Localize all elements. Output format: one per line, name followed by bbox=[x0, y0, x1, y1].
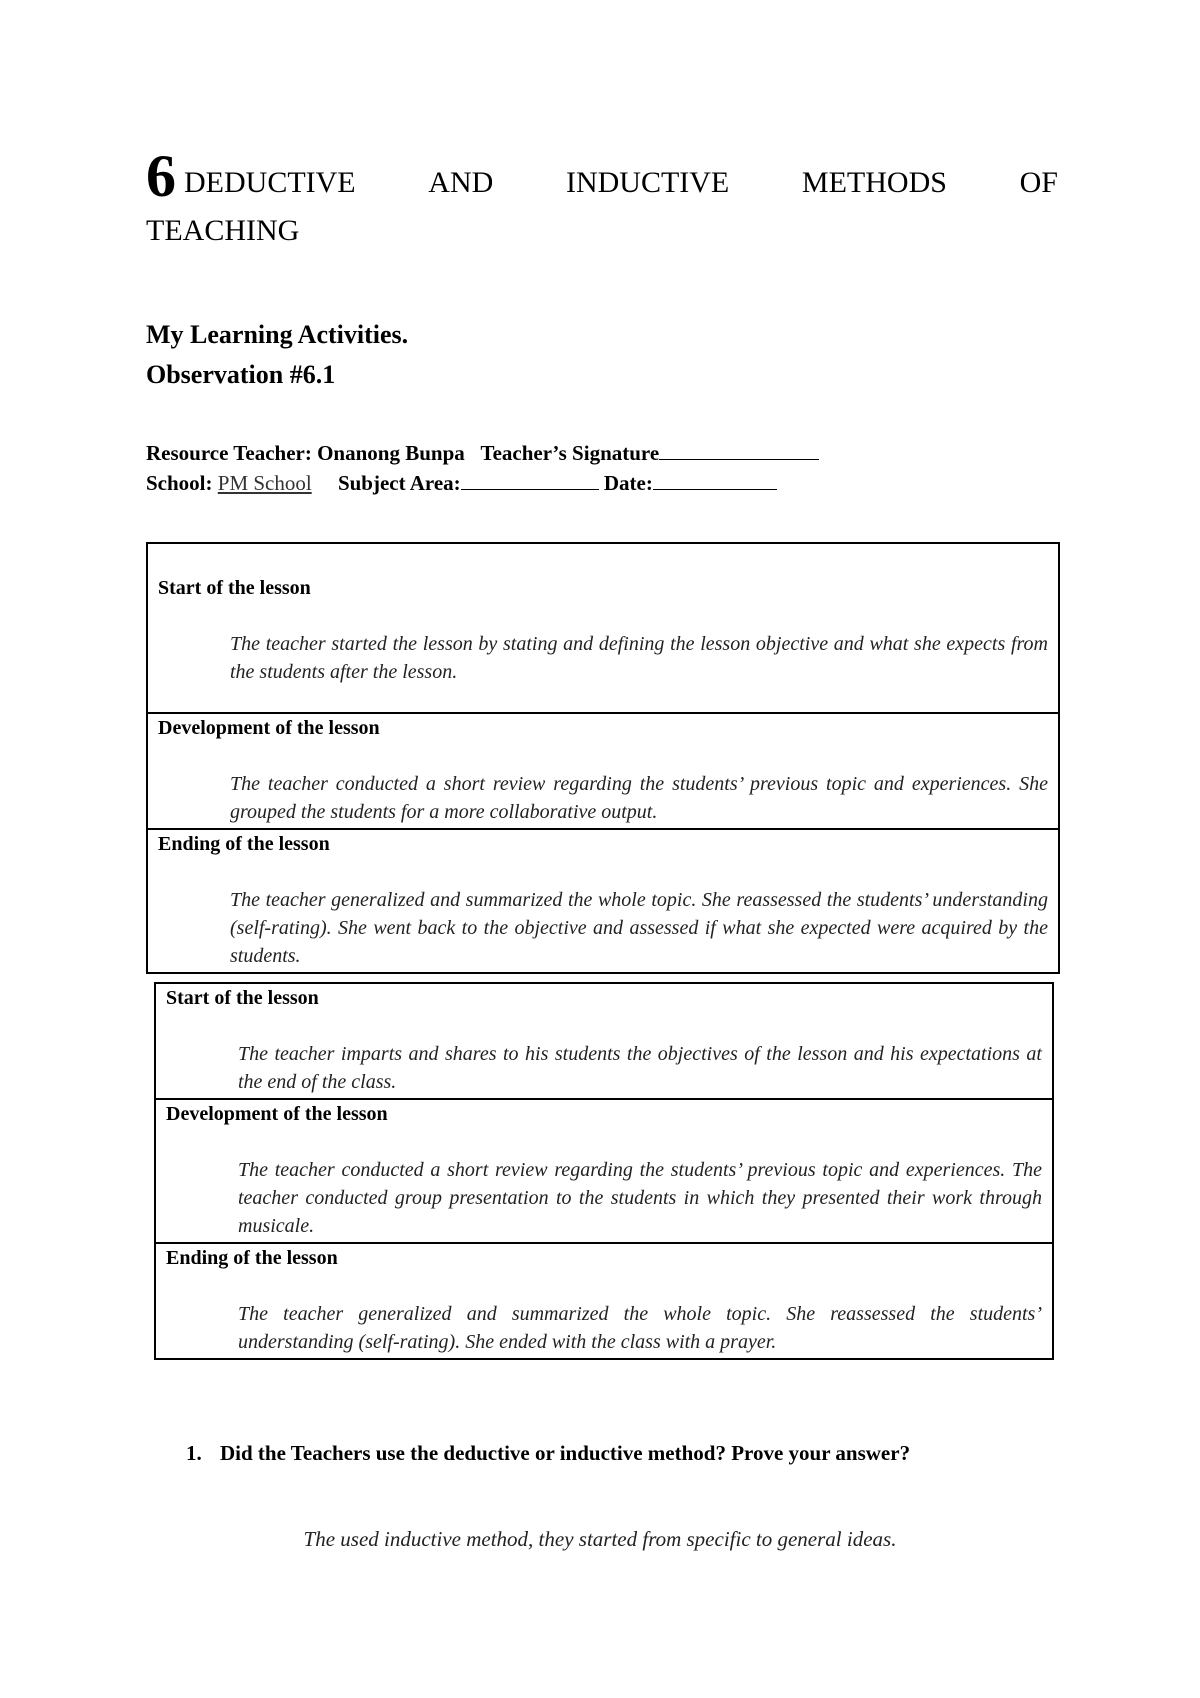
table-cell bbox=[155, 983, 1053, 1099]
row-title: Ending of the lesson bbox=[158, 833, 330, 855]
chapter-title-word: OF bbox=[1019, 166, 1058, 199]
signature-label: Teacher’s Signature bbox=[480, 441, 660, 465]
row-title: Development of the lesson bbox=[166, 1103, 388, 1125]
table-row bbox=[147, 543, 1059, 713]
question-text: Did the Teachers use the deductive or inductive method? Prove your answer? bbox=[220, 1441, 911, 1465]
table-row bbox=[155, 1243, 1053, 1359]
row-title: Start of the lesson bbox=[166, 987, 319, 1009]
signature-blank bbox=[659, 441, 819, 460]
chapter-heading bbox=[146, 143, 1058, 257]
school-label: School: bbox=[146, 471, 213, 495]
chapter-title-line2: TEACHING bbox=[146, 214, 300, 247]
row-text: The teacher imparts and shares to his students the objectives of the lesson and his expectations at the end of the class. bbox=[238, 1043, 1042, 1093]
row-title: Ending of the lesson bbox=[166, 1247, 338, 1269]
observation-table-2 bbox=[154, 982, 1054, 1360]
question-number: 1. bbox=[186, 1441, 202, 1465]
row-title: Development of the lesson bbox=[158, 717, 380, 739]
date-label: Date: bbox=[603, 471, 653, 495]
observation-table-1 bbox=[146, 542, 1060, 974]
observation-heading: Observation #6.1 bbox=[146, 360, 336, 389]
subject-area-label: Subject Area: bbox=[337, 471, 461, 495]
table-row bbox=[155, 1099, 1053, 1243]
row-text: The teacher conducted a short review regarding the students’ previous topic and experiences. The teacher conducted group presentation to the students in which they presented their work through musicale. bbox=[238, 1159, 1042, 1237]
table-cell bbox=[147, 829, 1059, 973]
table-row bbox=[155, 983, 1053, 1099]
table-cell bbox=[147, 543, 1059, 713]
chapter-title-word: METHODS bbox=[801, 166, 947, 199]
learning-activities-heading: My Learning Activities. bbox=[146, 320, 409, 349]
chapter-number: 6 bbox=[146, 143, 176, 209]
row-text: The teacher generalized and summarized the whole topic. She reassessed the students’ understanding (self-rating). She ended with the class with a prayer. bbox=[238, 1303, 1042, 1353]
table-cell bbox=[155, 1099, 1053, 1243]
resource-teacher-value: Onanong Bunpa bbox=[317, 441, 465, 465]
chapter-heading-line1 bbox=[146, 143, 1058, 209]
table-cell bbox=[155, 1243, 1053, 1359]
row-text: The teacher generalized and summarized the whole topic. She reassessed the students’ understanding (self-rating). She went back to the objective and assessed if what she expected were acquired by the students. bbox=[230, 889, 1048, 967]
meta-line-school bbox=[146, 471, 777, 496]
question-1 bbox=[186, 1441, 910, 1466]
answer-1: The used inductive method, they started from specific to general ideas. bbox=[303, 1527, 897, 1551]
subject-area-blank bbox=[461, 471, 599, 490]
date-blank bbox=[653, 471, 777, 490]
table-cell bbox=[147, 713, 1059, 829]
row-title: Start of the lesson bbox=[158, 577, 311, 599]
school-value: PM School bbox=[217, 471, 312, 495]
chapter-title-word: AND bbox=[428, 166, 494, 199]
resource-teacher-label: Resource Teacher: bbox=[146, 441, 312, 465]
chapter-title-word: DEDUCTIVE bbox=[184, 166, 356, 199]
table-row bbox=[147, 829, 1059, 973]
row-text: The teacher started the lesson by stating and defining the lesson objective and what she expects from the students after the lesson. bbox=[230, 633, 1048, 683]
meta-line-teacher bbox=[146, 441, 819, 466]
row-text: The teacher conducted a short review regarding the students’ previous topic and experiences. She grouped the students for a more collaborative output. bbox=[230, 773, 1048, 823]
table-row bbox=[147, 713, 1059, 829]
chapter-title-word: INDUCTIVE bbox=[565, 166, 730, 199]
